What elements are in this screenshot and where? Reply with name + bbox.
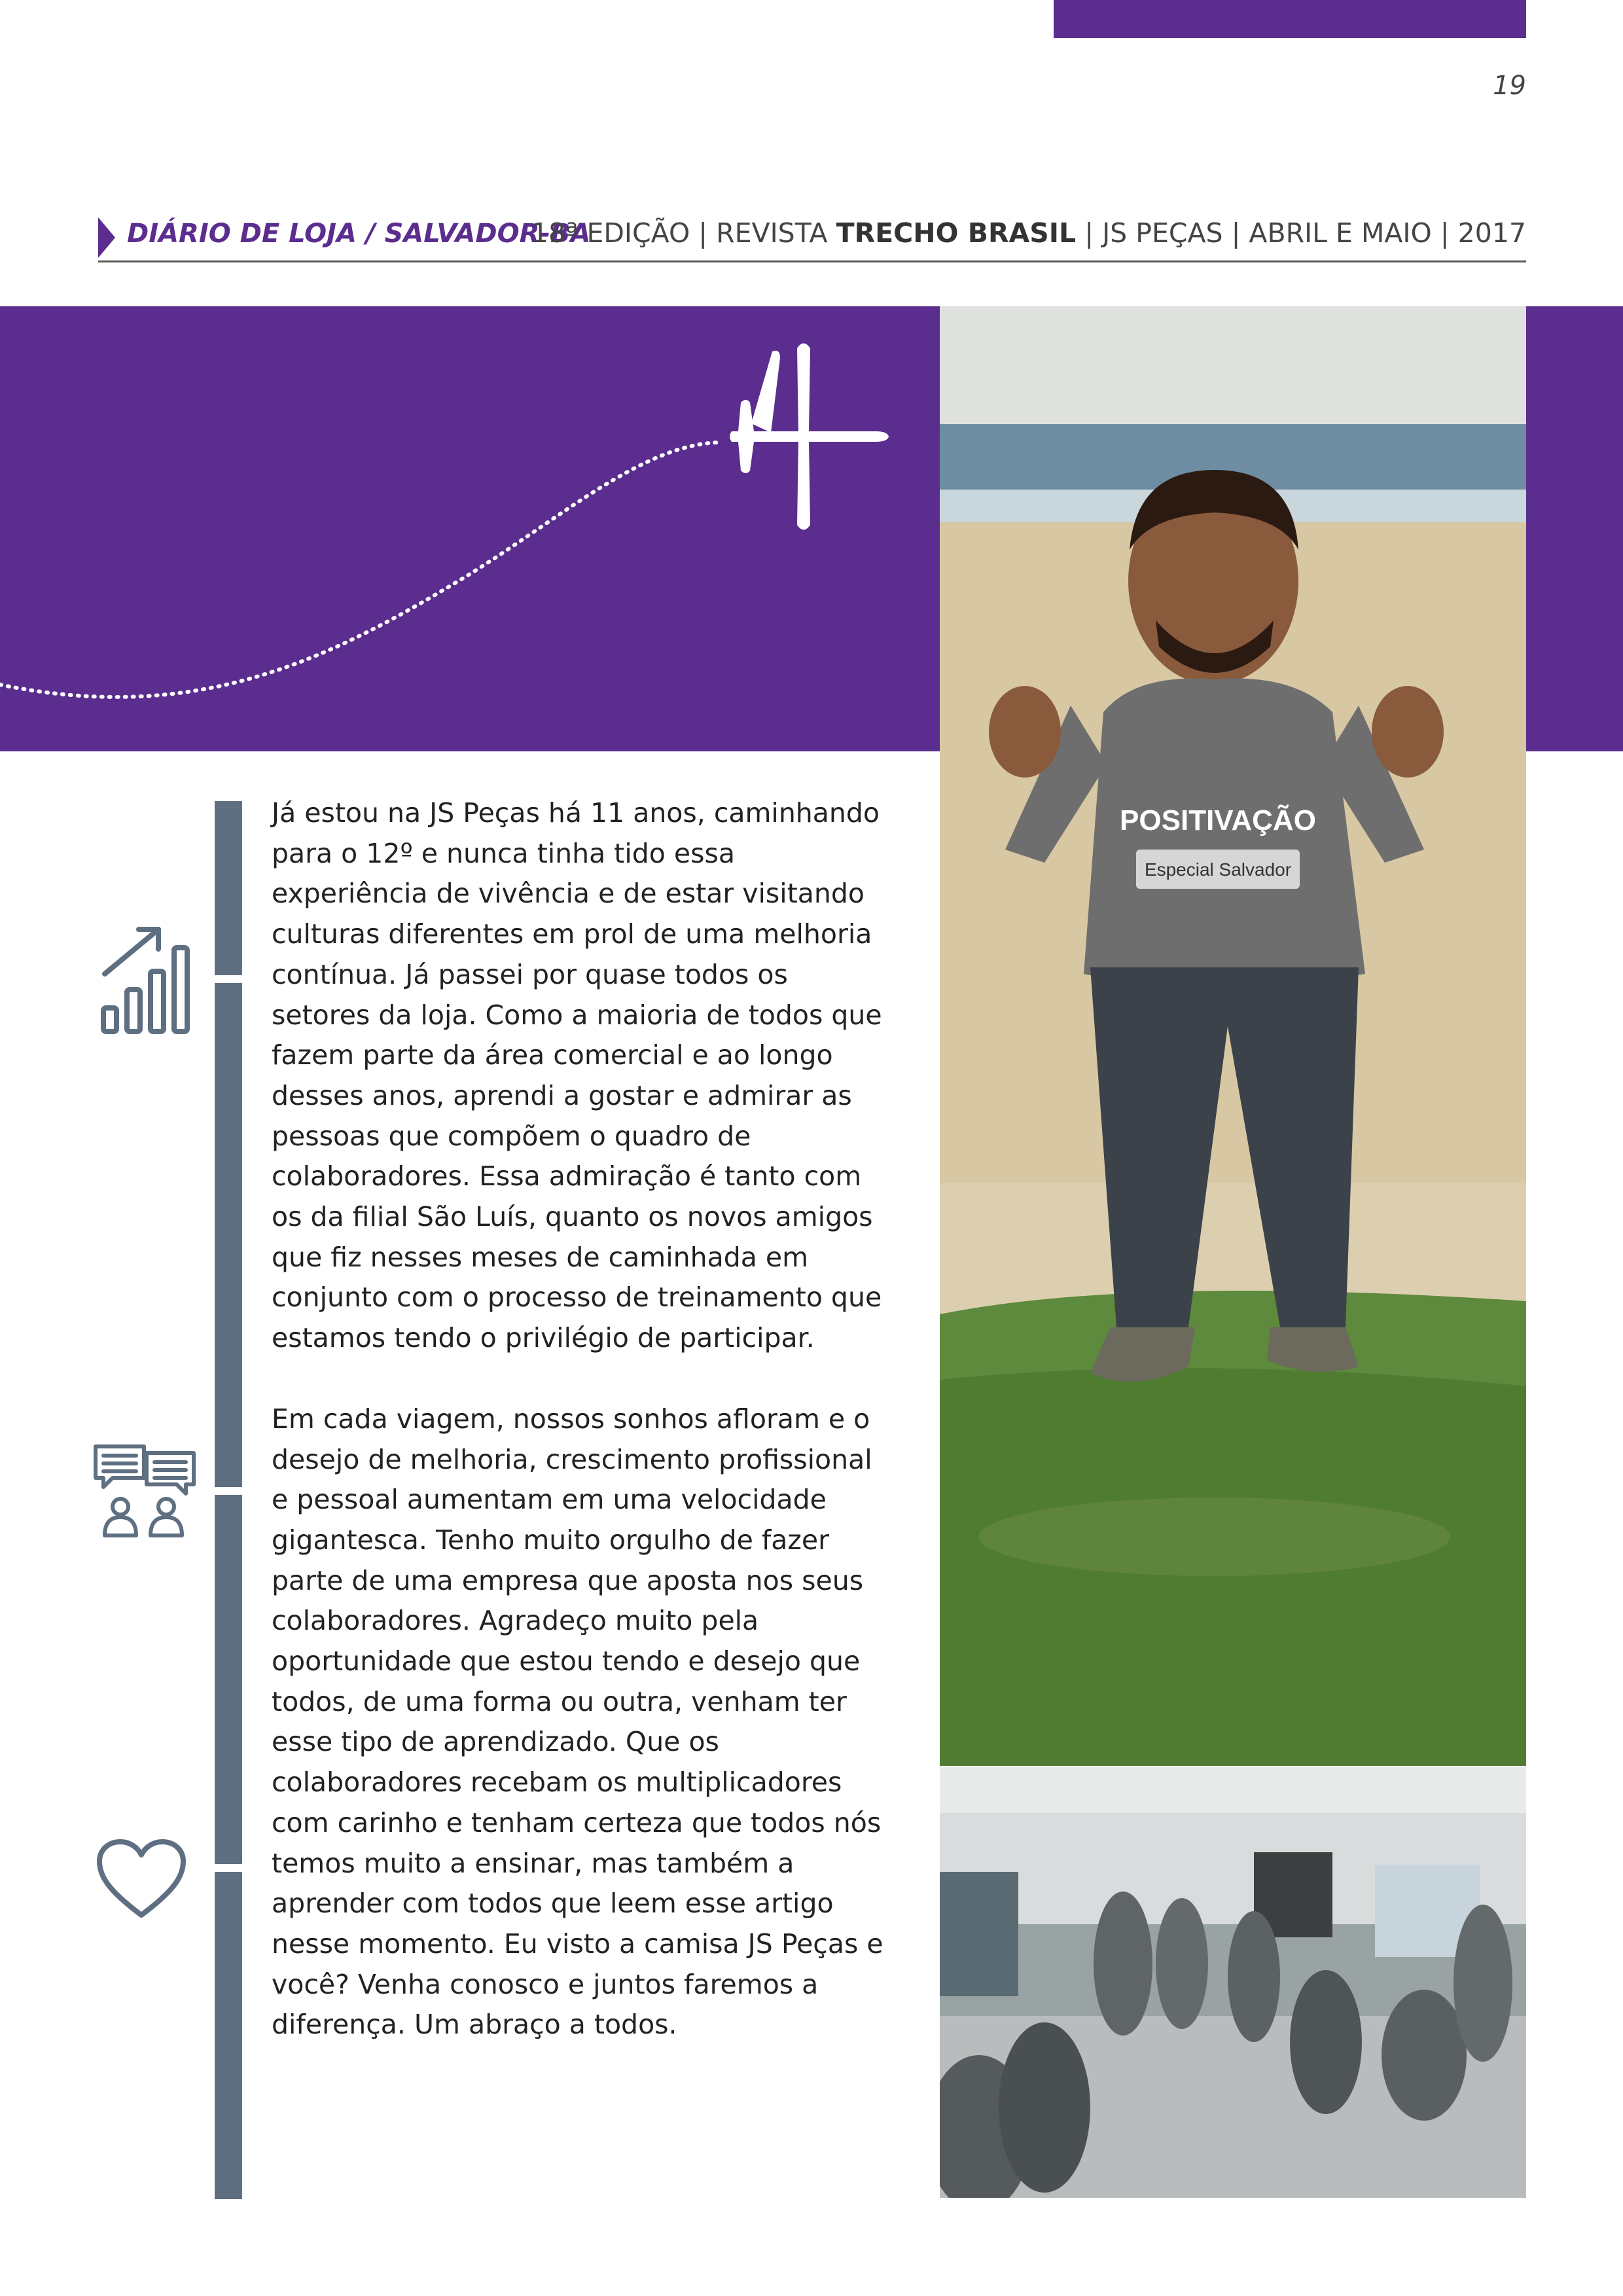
dotted-flight-path xyxy=(0,442,720,697)
paragraph: Já estou na JS Peças há 11 anos, caminhando para o 12º e nunca tinha tido essa experiência de vivência e de estar visitando culturas diferentes em prol de uma melhoria contínua. Já passei por quase todos os setores da loja. Como a maioria de todos que fazem parte da área comercial e ao longo desses anos, aprendi a gostar e admirar as pessoas que compõem o quadro de colaboradores. Essa admiração é tanto com os da filial São Luís, quanto os novos amigos que fiz nesses meses de caminhada em conjunto com o processo de treinamento que estamos tendo o privilégio de participar. xyxy=(272,797,882,1354)
section-arrow-icon xyxy=(98,217,115,258)
shirt-logo-text: POSITIVAÇÃO xyxy=(1120,804,1316,836)
top-color-tab xyxy=(1054,0,1526,38)
page-number: 19 xyxy=(1493,71,1526,101)
timeline-divider xyxy=(215,1864,242,1872)
timeline-divider xyxy=(215,1487,242,1495)
issue-suffix: | JS PEÇAS | ABRIL E MAIO | 2017 xyxy=(1076,217,1526,249)
magazine-name: TRECHO BRASIL xyxy=(836,217,1077,249)
section-title: DIÁRIO DE LOJA / SALVADOR-BA xyxy=(127,219,591,249)
group-training-photo xyxy=(940,1767,1526,2198)
issue-line xyxy=(531,217,1526,249)
issue-prefix: 18ª EDIÇÃO | REVISTA xyxy=(531,217,836,249)
main-photo-beach xyxy=(940,306,1526,1766)
flight-path-graphic xyxy=(0,306,942,751)
shirt-badge-text: Especial Salvador xyxy=(1144,859,1292,880)
airplane-icon xyxy=(730,344,889,530)
heart-icon xyxy=(97,1839,186,1919)
page-header xyxy=(98,203,1526,262)
conversation-icon xyxy=(93,1444,196,1539)
article-body xyxy=(272,793,883,2045)
timeline-bar xyxy=(215,801,242,2199)
paragraph: Em cada viagem, nossos sonhos afloram e o desejo de melhoria, crescimento profissional e pessoal aumentam em uma velocidade gigantesca. Tenho muito orgulho de fazer parte de uma empresa que aposta nos seus colaboradores. Agradeço muito pela oportunidade que estou tendo e desejo que todos, de uma forma ou outra, venham ter esse tipo de aprendizado. Que os colaboradores recebam os multiplicadores com carinho e tenham certeza que todos nós temos muito a ensinar, mas também a aprender com todos que leem esse artigo nesse momento. Eu visto a camisa JS Peças e você? Venha conosco e juntos faremos a diferença. Um abraço a todos. xyxy=(272,1403,883,2041)
timeline-divider xyxy=(215,975,242,983)
growth-chart-icon xyxy=(98,922,203,1039)
